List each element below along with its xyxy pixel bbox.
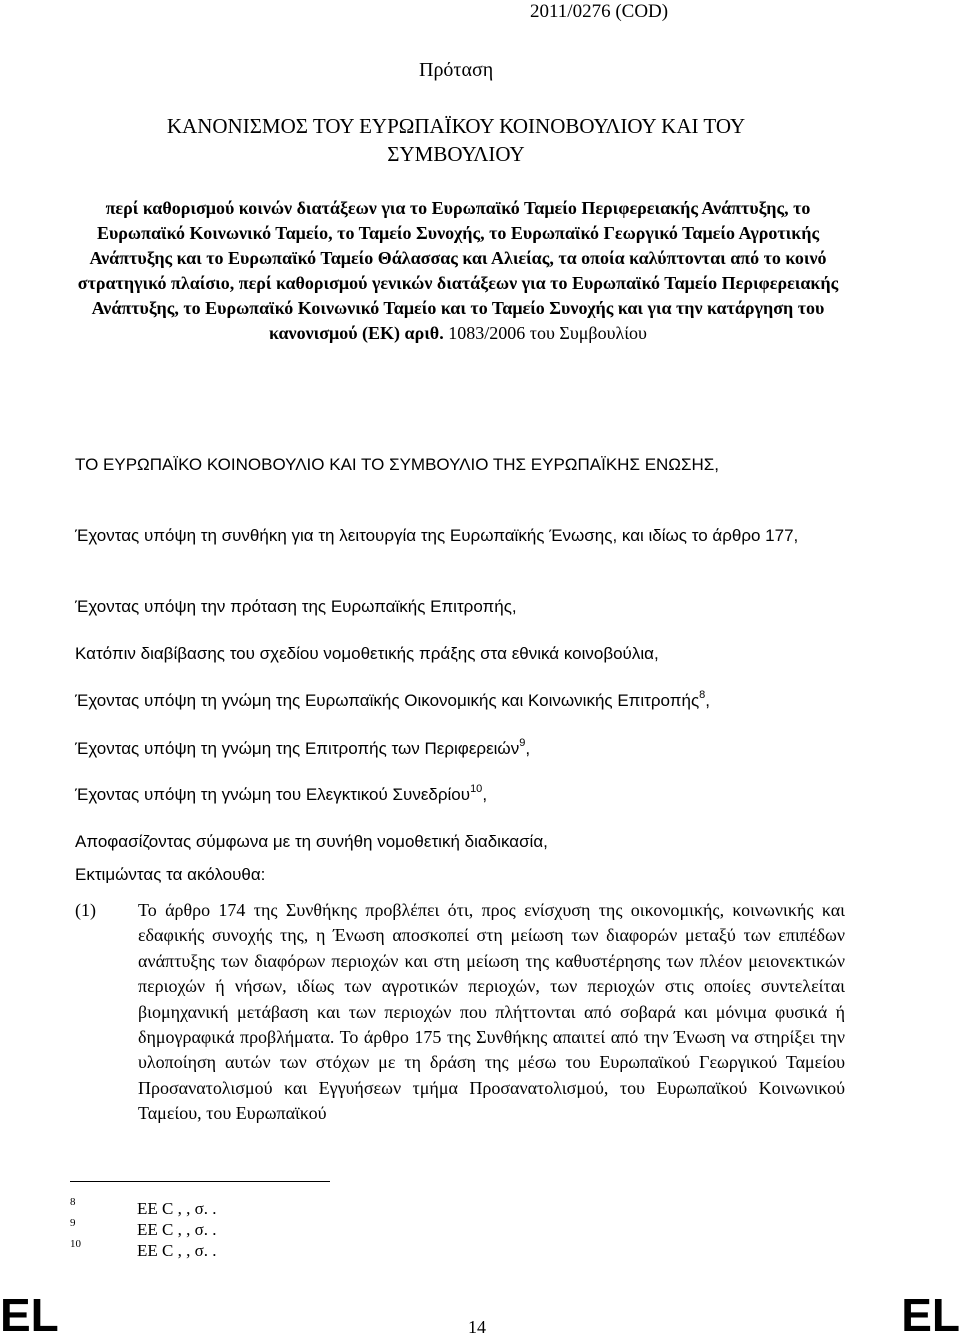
comma: , bbox=[482, 785, 488, 804]
language-code-left: EL bbox=[0, 1289, 59, 1341]
footnote-number: 9 bbox=[70, 1217, 76, 1229]
page-number: 14 bbox=[468, 1317, 486, 1337]
footnote-text: ΕΕ C , , σ. . bbox=[137, 1199, 217, 1218]
citation-parliaments: Κατόπιν διαβίβασης του σχεδίου νομοθετικής πράξης στα εθνικά κοινοβούλια, bbox=[75, 644, 659, 663]
footnote-ref-10[interactable]: 10 bbox=[470, 782, 483, 795]
whereas-intro: Εκτιμώντας τα ακόλουθα: bbox=[75, 865, 266, 884]
citation-court-of-auditors bbox=[75, 782, 845, 807]
comma: , bbox=[705, 691, 711, 710]
recital-number: (1) bbox=[75, 900, 96, 920]
subtitle-normal-text: 1083/2006 του Συμβουλίου bbox=[448, 323, 647, 343]
recital-text-part-a: Το άρθρο 174 της Συνθήκης προβλέπει ότι, προς ενίσχυση της οικονομικής, κοινωνικής και εδαφικής συνοχής της, η Ένωση αποσκοπεί στη μείωση των διαφορών μεταξύ των επιπέδων ανάπτυξης των διαφόρων περιοχών και στη μείωση της καθυστέρησης των πλέον μειονεκτικών περιοχών ή νήσων, ιδίως των αγροτικών περιοχών, των περιοχών στις οποίες συντελείται βιομηχανική μετάβαση και των περιοχών που πλήττονται από σοβαρά και μόνιμα φυσικά ή δημογραφικά προβλήματα. bbox=[138, 900, 845, 1048]
footnote-ref-8[interactable]: 8 bbox=[699, 688, 706, 701]
footnote-text: ΕΕ C , , σ. . bbox=[137, 1241, 217, 1260]
legislative-procedure: Αποφασίζοντας σύμφωνα με τη συνήθη νομοθετική διαδικασία, bbox=[75, 832, 548, 851]
footnote-number: 10 bbox=[70, 1238, 81, 1250]
title-line-1: ΚΑΝΟΝΙΣΜΟΣ ΤΟΥ ΕΥΡΩΠΑΪΚΟΥ ΚΟΙΝΟΒΟΥΛΙΟΥ ΚΑΙ ΤΟΥ bbox=[166, 114, 746, 138]
footnote-ref-9[interactable]: 9 bbox=[519, 736, 526, 749]
citation-cor-text: Έχοντας υπόψη τη γνώμη της Επιτροπής των Περιφερειών bbox=[75, 739, 520, 758]
regulation-title bbox=[100, 112, 812, 168]
recital-1 bbox=[75, 898, 845, 1127]
recital-text bbox=[138, 898, 845, 1127]
footnote-number: 8 bbox=[70, 1196, 76, 1208]
document-reference: 2011/0276 (COD) bbox=[530, 1, 669, 22]
recital-text-part-b: Το άρθρο 175 της Συνθήκης απαιτεί από την Ένωση να στηρίξει την υλοποίηση αυτών των στόχων με τη δράση της μέσω του Ευρωπαϊκού Γεωργικού Ταμείου Προσανατολισμού και Εγγυήσεων τμήμα Προσανατολισμού, του Ευρωπαϊκού Κοινωνικού Ταμείου, του Ευρωπαϊκού bbox=[138, 1027, 845, 1124]
proposal-label: Πρόταση bbox=[419, 59, 494, 81]
language-code-right: EL bbox=[901, 1289, 960, 1341]
citation-cor bbox=[75, 736, 845, 761]
citation-proposal: Έχοντας υπόψη την πρόταση της Ευρωπαϊκής Επιτροπής, bbox=[75, 597, 517, 616]
footnote-separator bbox=[70, 1181, 330, 1182]
enacting-formula: ΤΟ ΕΥΡΩΠΑΪΚΟ ΚΟΙΝΟΒΟΥΛΙΟ ΚΑΙ ΤΟ ΣΥΜΒΟΥΛΙΟ ΤΗΣ ΕΥΡΩΠΑΪΚΗΣ ΕΝΩΣΗΣ, bbox=[75, 455, 720, 474]
regulation-subtitle bbox=[70, 196, 846, 346]
comma: , bbox=[525, 739, 531, 758]
subtitle-bold-text: περί καθορισμού κοινών διατάξεων για το Ευρωπαϊκό Ταμείο Περιφερειακής Ανάπτυξης, το Ευρωπαϊκό Κοινωνικό Ταμείο, το Ταμείο Συνοχής, το Ευρωπαϊκό Γεωργικό Ταμείο Αγροτικής Ανάπτυξης και το Ευρωπαϊκό Ταμείο Θάλασσας και Αλιείας, τα οποία καλύπτονται από το κοινό στρατηγικό πλαίσιο, περί καθορισμού γενικών διατάξεων για το Ευρωπαϊκό Ταμείο Περιφερειακής Ανάπτυξης, το Ευρωπαϊκό Κοινωνικό Ταμείο και το Ταμείο Συνοχής και για την κατάργηση του κανονισμού (ΕΚ) αριθ. bbox=[77, 198, 839, 343]
title-line-2: ΣΥΜΒΟΥΛΙΟΥ bbox=[387, 142, 525, 166]
citation-eesc-text: Έχοντας υπόψη τη γνώμη της Ευρωπαϊκής Οικονομικής και Κοινωνικής Επιτροπής bbox=[75, 691, 700, 710]
citation-treaty: Έχοντας υπόψη τη συνθήκη για τη λειτουργία της Ευρωπαϊκής Ένωσης, και ιδίως το άρθρο 177, bbox=[75, 526, 799, 545]
citation-court-text: Έχοντας υπόψη τη γνώμη του Ελεγκτικού Συνεδρίου bbox=[75, 785, 471, 804]
footnote-text: ΕΕ C , , σ. . bbox=[137, 1220, 217, 1239]
citation-eesc bbox=[75, 688, 845, 713]
